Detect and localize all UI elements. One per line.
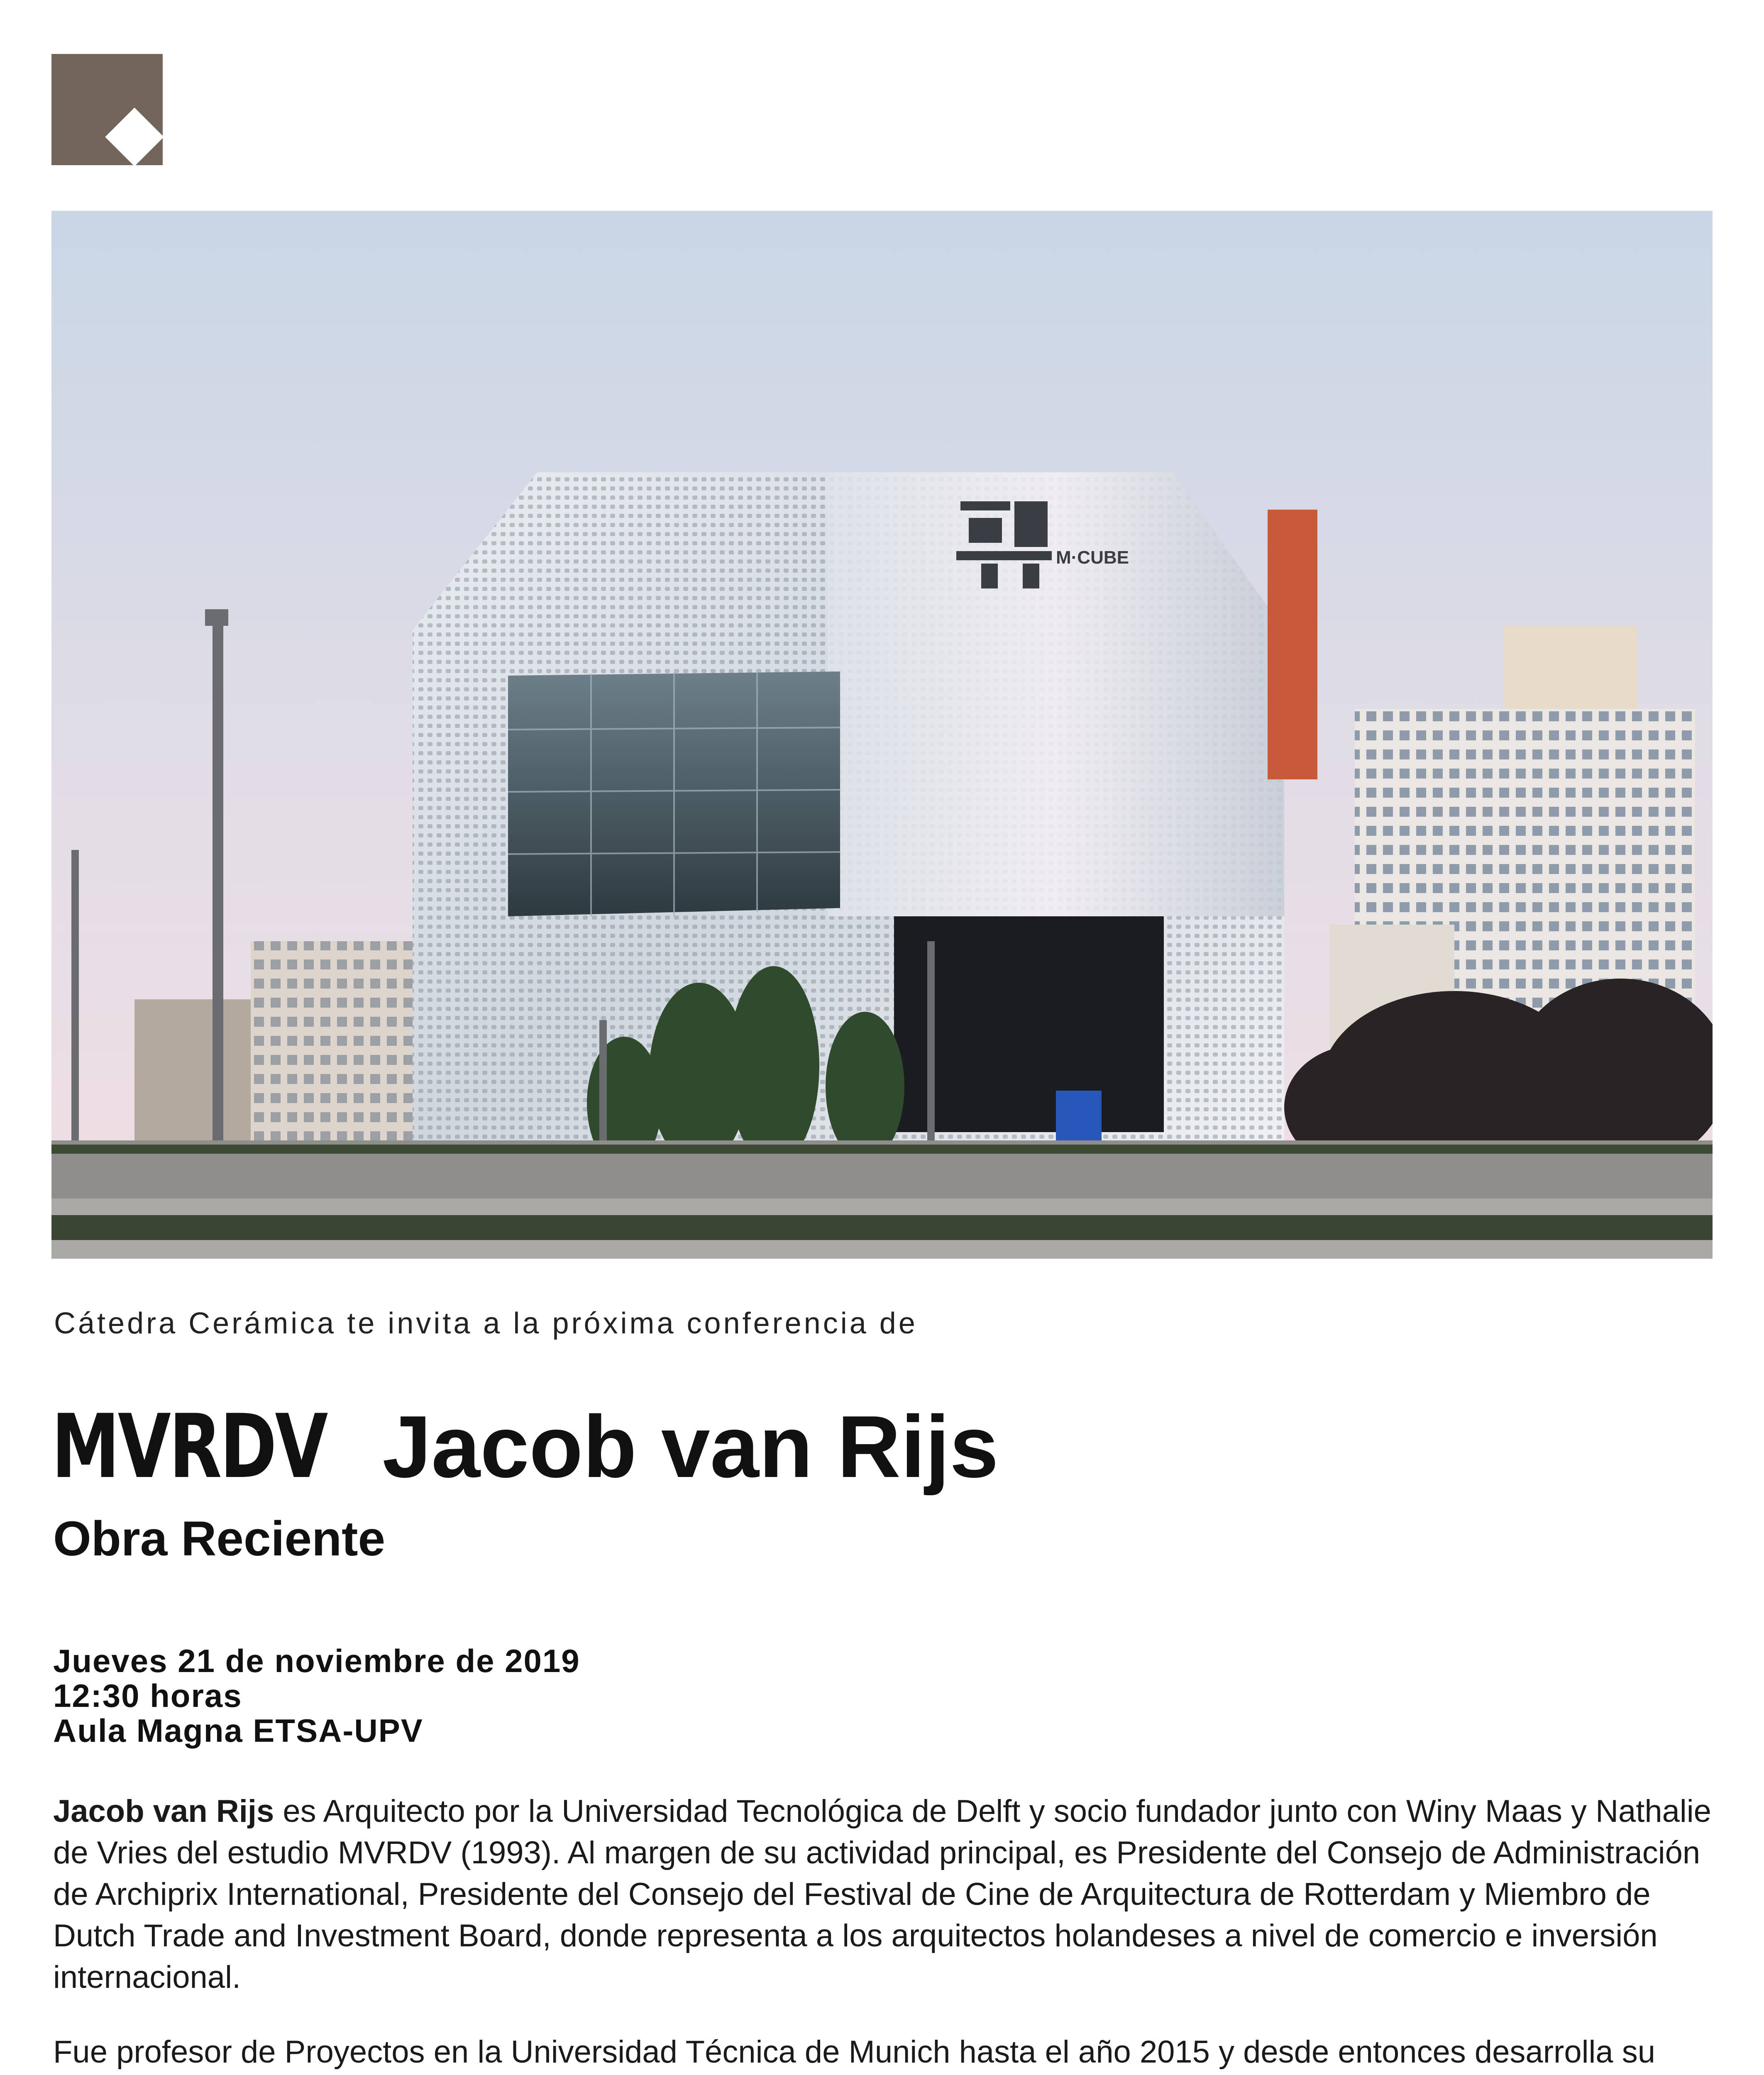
studio-name: MVRDV: [51, 1395, 326, 1498]
hero-photo: [51, 211, 1713, 1259]
event-venue: Aula Magna ETSA-UPV: [53, 1712, 423, 1749]
invitation-line: Cátedra Cerámica te invita a la próxima conferencia de: [54, 1307, 918, 1340]
diamond-icon: [105, 107, 164, 166]
talk-title: Obra Reciente: [53, 1511, 386, 1566]
event-time: 12:30 horas: [53, 1677, 242, 1714]
event-date: Jueves 21 de noviembre de 2019: [53, 1643, 580, 1679]
building-sign: M·CUBE: [1056, 547, 1129, 568]
bio-name: Jacob van Rijs: [53, 1794, 274, 1829]
bio-paragraph-2: [53, 2031, 1713, 2075]
bio-paragraph-1: [53, 1791, 1713, 1998]
event-details: [53, 1643, 580, 1748]
speaker-heading: [51, 1395, 999, 1498]
speaker-name: Jacob van Rijs: [382, 1397, 999, 1496]
bio-text-1: es Arquitecto por la Universidad Tecnológica de Delft y socio fundador junto con Winy Maas y Nathalie de Vries del estudio MVRDV (1993). Al margen de su actividad principal, es Presidente del Consejo de Administración de Archiprix International, Presidente del Consejo del Festival de Cine de Arquitectura de Rotterdam y Miembro de Dutch Trade and Investment Board, donde representa a los arquitectos holandeses a nivel de comercio e inversión internacional.: [53, 1794, 1711, 1995]
bio-text-2: Fue profesor de Proyectos en la Universidad Técnica de Munich hasta el año 2015 y desde entonces desarrolla su: [53, 2034, 1656, 2070]
catedra-logo-mark: [51, 54, 163, 165]
